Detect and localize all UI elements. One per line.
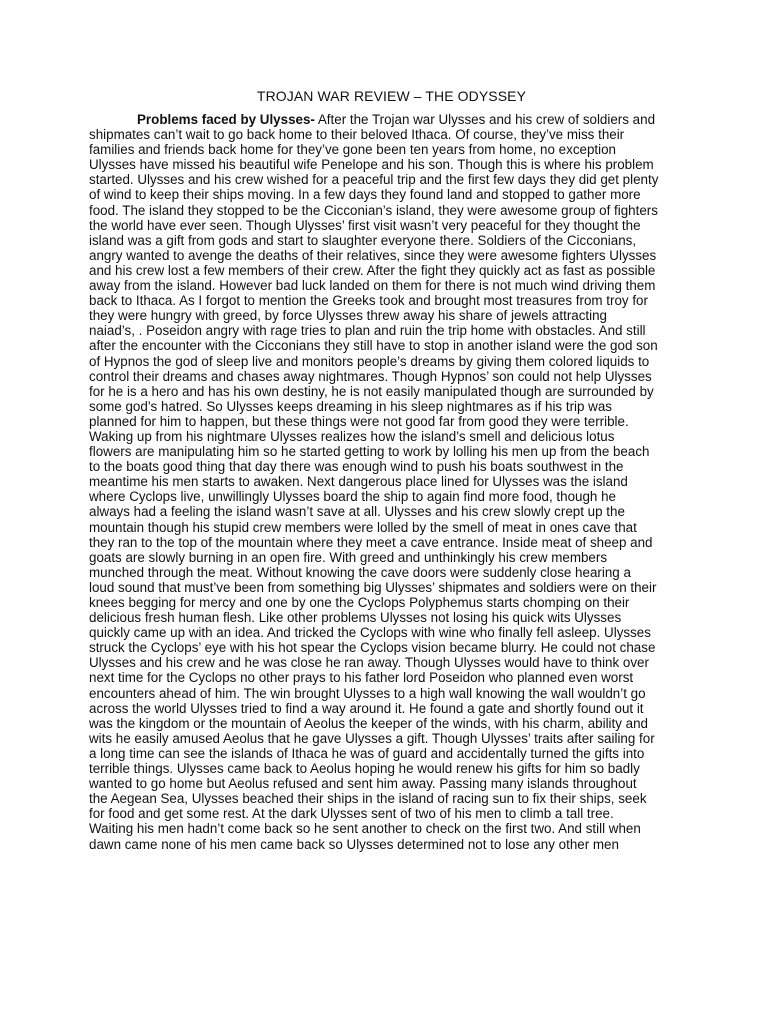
body-line: dawn came none of his men came back so Ulysses determined not to lose any other men <box>89 836 619 852</box>
body-line: some god’s hatred. So Ulysses keeps dreaming in his sleep nightmares as if his trip was <box>89 398 612 414</box>
body-line: of Hypnos the god of sleep live and monitors people’s dreams by giving them colored liquids to <box>89 353 650 369</box>
body-line: for he is a hero and has his own destiny, he is not easily manipulated though are surrounded by <box>89 383 654 399</box>
section-heading: Problems faced by Ulysses- <box>137 112 315 127</box>
document-body <box>89 112 690 852</box>
body-line: where Cyclops live, unwillingly Ulysses board the ship to again find more food, though he <box>89 489 616 505</box>
body-line: Ulysses have missed his beautiful wife Penelope and his son. Though this is where his problem <box>89 157 654 173</box>
body-line: for food and get some rest. At the dark Ulysses sent of two of his men to climb a tall tree. <box>89 806 614 822</box>
body-line: meantime his men starts to awaken. Next dangerous place lined for Ulysses was the island <box>89 474 628 490</box>
body-line: mountain though his stupid crew members were lolled by the smell of meat in ones cave that <box>89 519 637 535</box>
body-line: the world have ever seen. Though Ulysses’ first visit wasn’t very peaceful for they thought the <box>89 217 641 233</box>
body-line: the Aegean Sea, Ulysses beached their ships in the island of racing sun to fix their ships, seek <box>89 791 647 807</box>
body-line: of wind to keep their ships moving. In a few days they found land and stopped to gather more <box>89 187 641 203</box>
body-line: encounters ahead of him. The win brought Ulysses to a high wall knowing the wall wouldn’t go <box>89 685 646 701</box>
body-line: loud sound that must’ve been from something big Ulysses’ shipmates and soldiers were on their <box>89 579 657 595</box>
body-line: always had a feeling the island wasn’t save at all. Ulysses and his crew slowly crept up the <box>89 504 625 520</box>
body-line: naiad’s, . Poseidon angry with rage tries to plan and ruin the trip home with obstacles. And still <box>89 323 646 339</box>
body-line: angry wanted to avenge the deaths of their relatives, since they were awesome fighters Ulysses <box>89 247 657 263</box>
body-line: and his crew lost a few members of their crew. After the fight they quickly act as fast as possible <box>89 262 656 278</box>
body-line: Waking up from his nightmare Ulysses realizes how the island’s smell and delicious lotus <box>89 428 615 444</box>
first-line <box>89 112 690 127</box>
body-line: after the encounter with the Cicconians they still have to stop in another island were the god son <box>89 338 658 354</box>
first-line-text: After the Trojan war Ulysses and his crew of soldiers and <box>314 112 656 127</box>
body-line: families and friends back home for they’ve gone been ten years from home, no exception <box>89 142 616 158</box>
body-line: goats are slowly burning in an open fire. With greed and unthinkingly his crew members <box>89 549 608 565</box>
body-line: next time for the Cyclops no other prays to his father lord Poseidon who planned even worst <box>89 670 634 686</box>
body-line: wanted to go home but Aeolus refused and sent him away. Passing many islands throughout <box>89 776 637 792</box>
body-line: Waiting his men hadn’t come back so he sent another to check on the first two. And still when <box>89 821 641 837</box>
body-line: control their dreams and chases away nightmares. Though Hypnos’ son could not help Ulysses <box>89 368 652 384</box>
body-line: island was a gift from gods and start to slaughter everyone there. Soldiers of the Cicconians, <box>89 232 637 248</box>
body-line: delicious fresh human flesh. Like other problems Ulysses not losing his quick wits Ulysses <box>89 610 622 626</box>
body-line: to the boats good thing that day there was enough wind to push his boats southwest in the <box>89 459 624 475</box>
body-line: shipmates can’t wait to go back home to their beloved Ithaca. Of course, they’ve miss their <box>89 127 625 143</box>
body-line: Ulysses and his crew and he was close he ran away. Though Ulysses would have to think over <box>89 655 649 671</box>
body-line: knees begging for mercy and one by one the Cyclops Polyphemus starts chomping on their <box>89 595 630 610</box>
body-line: flowers are manipulating him so he started getting to work by lolling his men up from the beach <box>89 444 650 460</box>
document-title: TROJAN WAR REVIEW – THE ODYSSEY <box>256 88 527 104</box>
body-line: terrible things. Ulysses came back to Aeolus hoping he would renew his gifts for him so badly <box>89 761 640 777</box>
body-line: back to Ithaca. As I forgot to mention the Greeks took and brought most treasures from troy for <box>89 293 648 309</box>
body-line: wits he easily amused Aeolus that he gave Ulysses a gift. Though Ulysses’ traits after sailing for <box>89 730 655 746</box>
body-line: food. The island they stopped to be the Cicconian’s island, they were awesome group of fighters <box>89 202 658 218</box>
body-line: struck the Cyclops’ eye with his hot spear the Cyclops vision became blurry. He could not chase <box>89 640 656 656</box>
body-line: across the world Ulysses tried to find a way around it. He found a gate and shortly found out it <box>89 700 644 716</box>
body-line: munched through the meat. Without knowing the cave doors were suddenly close hearing a <box>89 564 631 580</box>
body-line: planned for him to happen, but these things were not good far from good they were terrible. <box>89 413 629 429</box>
body-line: quickly came up with an idea. And tricked the Cyclops with wine who finally fell asleep. Ulysses <box>89 625 651 641</box>
body-line: started. Ulysses and his crew wished for a peaceful trip and the first few days they did get plenty <box>89 172 659 188</box>
body-line: away from the island. However bad luck landed on them for there is not much wind driving them <box>89 278 656 294</box>
body-line: they ran to the top of the mountain where they meet a cave entrance. Inside meat of sheep and <box>89 534 653 550</box>
body-line: a long time can see the islands of Ithaca he was of guard and accidentally turned the gifts into <box>89 745 645 761</box>
body-line: was the kingdom or the mountain of Aeolus the keeper of the winds, with his charm, ability and <box>89 715 648 731</box>
body-line: they were hungry with greed, by force Ulysses threw away his share of jewels attracting <box>89 308 608 324</box>
